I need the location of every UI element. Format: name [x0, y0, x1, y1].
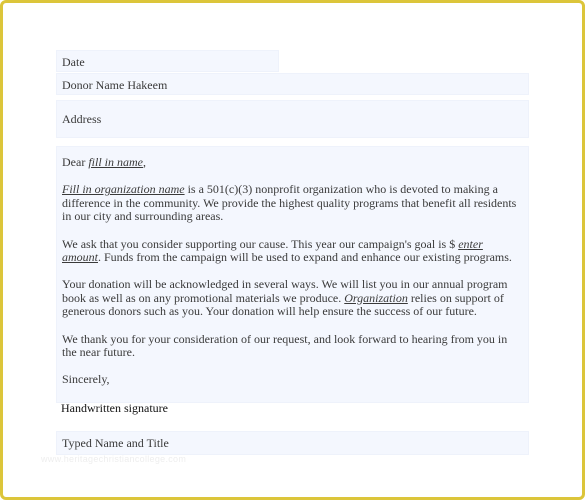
name-placeholder: fill in name — [88, 155, 143, 169]
typed-name-label: Typed Name and Title — [62, 436, 169, 450]
closing-line: Sincerely, — [62, 372, 110, 387]
donor-name-label: Donor Name Hakeem — [62, 78, 168, 92]
donor-name-field[interactable] — [56, 73, 529, 95]
signature-label: Handwritten signature — [61, 401, 168, 415]
date-label: Date — [62, 55, 85, 69]
letter-body-field[interactable] — [56, 146, 529, 403]
paragraph-campaign-text-before: We ask that you consider supporting our cause. This year our campaign's goal is $ — [62, 236, 459, 251]
date-field[interactable] — [56, 50, 279, 72]
organization-placeholder: Organization — [344, 290, 408, 305]
paragraph-organization — [62, 183, 523, 223]
paragraph-acknowledgement — [62, 278, 523, 318]
paragraph-campaign-goal — [62, 238, 523, 265]
amount-placeholder: enter amount — [62, 236, 483, 265]
watermark-text: www.heritagechristiancollege.com — [41, 454, 187, 464]
paragraph-acknowledgement-text-before: Your donation will be acknowledged in several ways. We will list you in our annual program book as well as on any promotional materials we produce. — [62, 277, 508, 305]
greeting-suffix: , — [143, 155, 146, 169]
typed-name-field[interactable] — [56, 431, 529, 455]
paragraph-campaign-text-after: . Funds from the campaign will be used to expand and enhance our existing programs. — [98, 250, 512, 265]
paragraph-organization-text: is a 501(c)(3) nonprofit organization who is devoted to making a difference in the community. We provide the highest quality programs that benefit all residents in our city and surrounding areas. — [62, 182, 517, 224]
greeting-line — [62, 156, 523, 169]
greeting-prefix: Dear — [62, 155, 89, 169]
paragraph-thanks: We thank you for your consideration of our request, and look forward to hearing from you in the near future. — [62, 331, 508, 360]
organization-name-placeholder: Fill in organization name — [62, 182, 185, 197]
address-field[interactable] — [56, 100, 529, 138]
address-label: Address — [62, 112, 102, 126]
paragraph-acknowledgement-text-after: relies on support of generous donors such as you. Your donation will help ensure the success of our future. — [62, 290, 504, 319]
